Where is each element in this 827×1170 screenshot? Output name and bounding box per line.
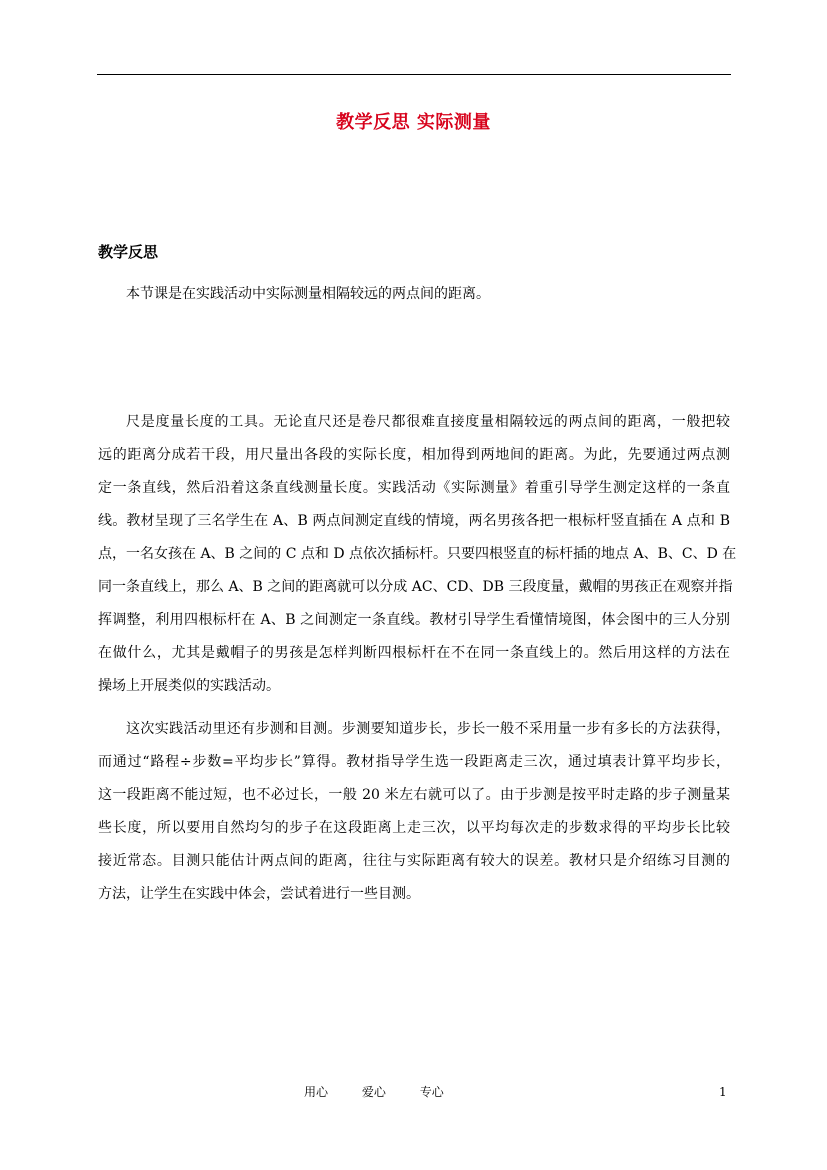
paragraph-line: 点，一名女孩在 A、B 之间的 C 点和 D 点依次插标杆。只要四根竖直的标杆插的地点 A、B、C、D 在 [98, 546, 737, 562]
paragraph-line: 些长度，所以要用自然均匀的步子在这段距离上走三次，以平均每次走的步数求得的平均步长比较 [98, 820, 730, 836]
paragraph-1 [98, 278, 730, 311]
section-heading: 教学反思 [98, 243, 159, 261]
footer-motto-item: 用心 [304, 1085, 329, 1099]
paragraph-line: 定一条直线，然后沿着这条直线测量长度。实践活动《实际测量》着重引导学生测定这样的一条直 [98, 480, 730, 496]
document-title: 教学反思 实际测量 [336, 112, 491, 133]
paragraph-line: 这一段距离不能过短，也不必过长，一般 20 米左右就可以了。由于步测是按平时走路的步子测量某 [98, 787, 730, 803]
paragraph-line: 这次实践活动里还有步测和目测。步测要知道步长，步长一般不采用量一步有多长的方法获得， [126, 721, 730, 737]
paragraph-line: 方法，让学生在实践中体会，尝试着进行一些目测。 [98, 886, 420, 902]
footer-motto [304, 1084, 474, 1100]
paragraph-3 [98, 713, 730, 911]
paragraph-line: 本节课是在实践活动中实际测量相隔较远的两点间的距离。 [126, 286, 490, 302]
paragraph-line: 操场上开展类似的实践活动。 [98, 678, 280, 694]
header-rule [97, 74, 731, 75]
paragraph-line: 挥调整，利用四根标杆在 A、B 之间测定一条直线。教材引导学生看懂情境图，体会图中的三人分别 [98, 612, 730, 628]
paragraph-line: 接近常态。目测只能估计两点间的距离，往往与实际距离有较大的误差。教材只是介绍练习目测的 [98, 853, 730, 869]
footer-motto-item: 专心 [419, 1085, 444, 1099]
paragraph-line: 线。教材呈现了三名学生在 A、B 两点间测定直线的情境，两名男孩各把一根标杆竖直插在 A 点和 B [98, 513, 730, 529]
paragraph-line: 在做什么，尤其是戴帽子的男孩是怎样判断四根标杆在不在同一条直线上的。然后用这样的方法在 [98, 645, 730, 661]
paragraph-line: 远的距离分成若干段，用尺量出各段的实际长度，相加得到两地间的距离。为此，先要通过两点测 [98, 447, 730, 463]
paragraph-2 [98, 406, 737, 703]
paragraph-line: 同一条直线上，那么 A、B 之间的距离就可以分成 AC、CD、DB 三段度量，戴帽的男孩正在观察并指 [98, 579, 733, 595]
paragraph-line: 尺是度量长度的工具。无论直尺还是卷尺都很难直接度量相隔较远的两点间的距离，一般把较 [126, 414, 730, 430]
paragraph-line: 而通过“路程÷步数=平均步长”算得。教材指导学生选一段距离走三次，通过填表计算平均步长， [98, 754, 730, 770]
page-number: 1 [719, 1085, 727, 1099]
footer-motto-item: 爱心 [361, 1085, 386, 1099]
